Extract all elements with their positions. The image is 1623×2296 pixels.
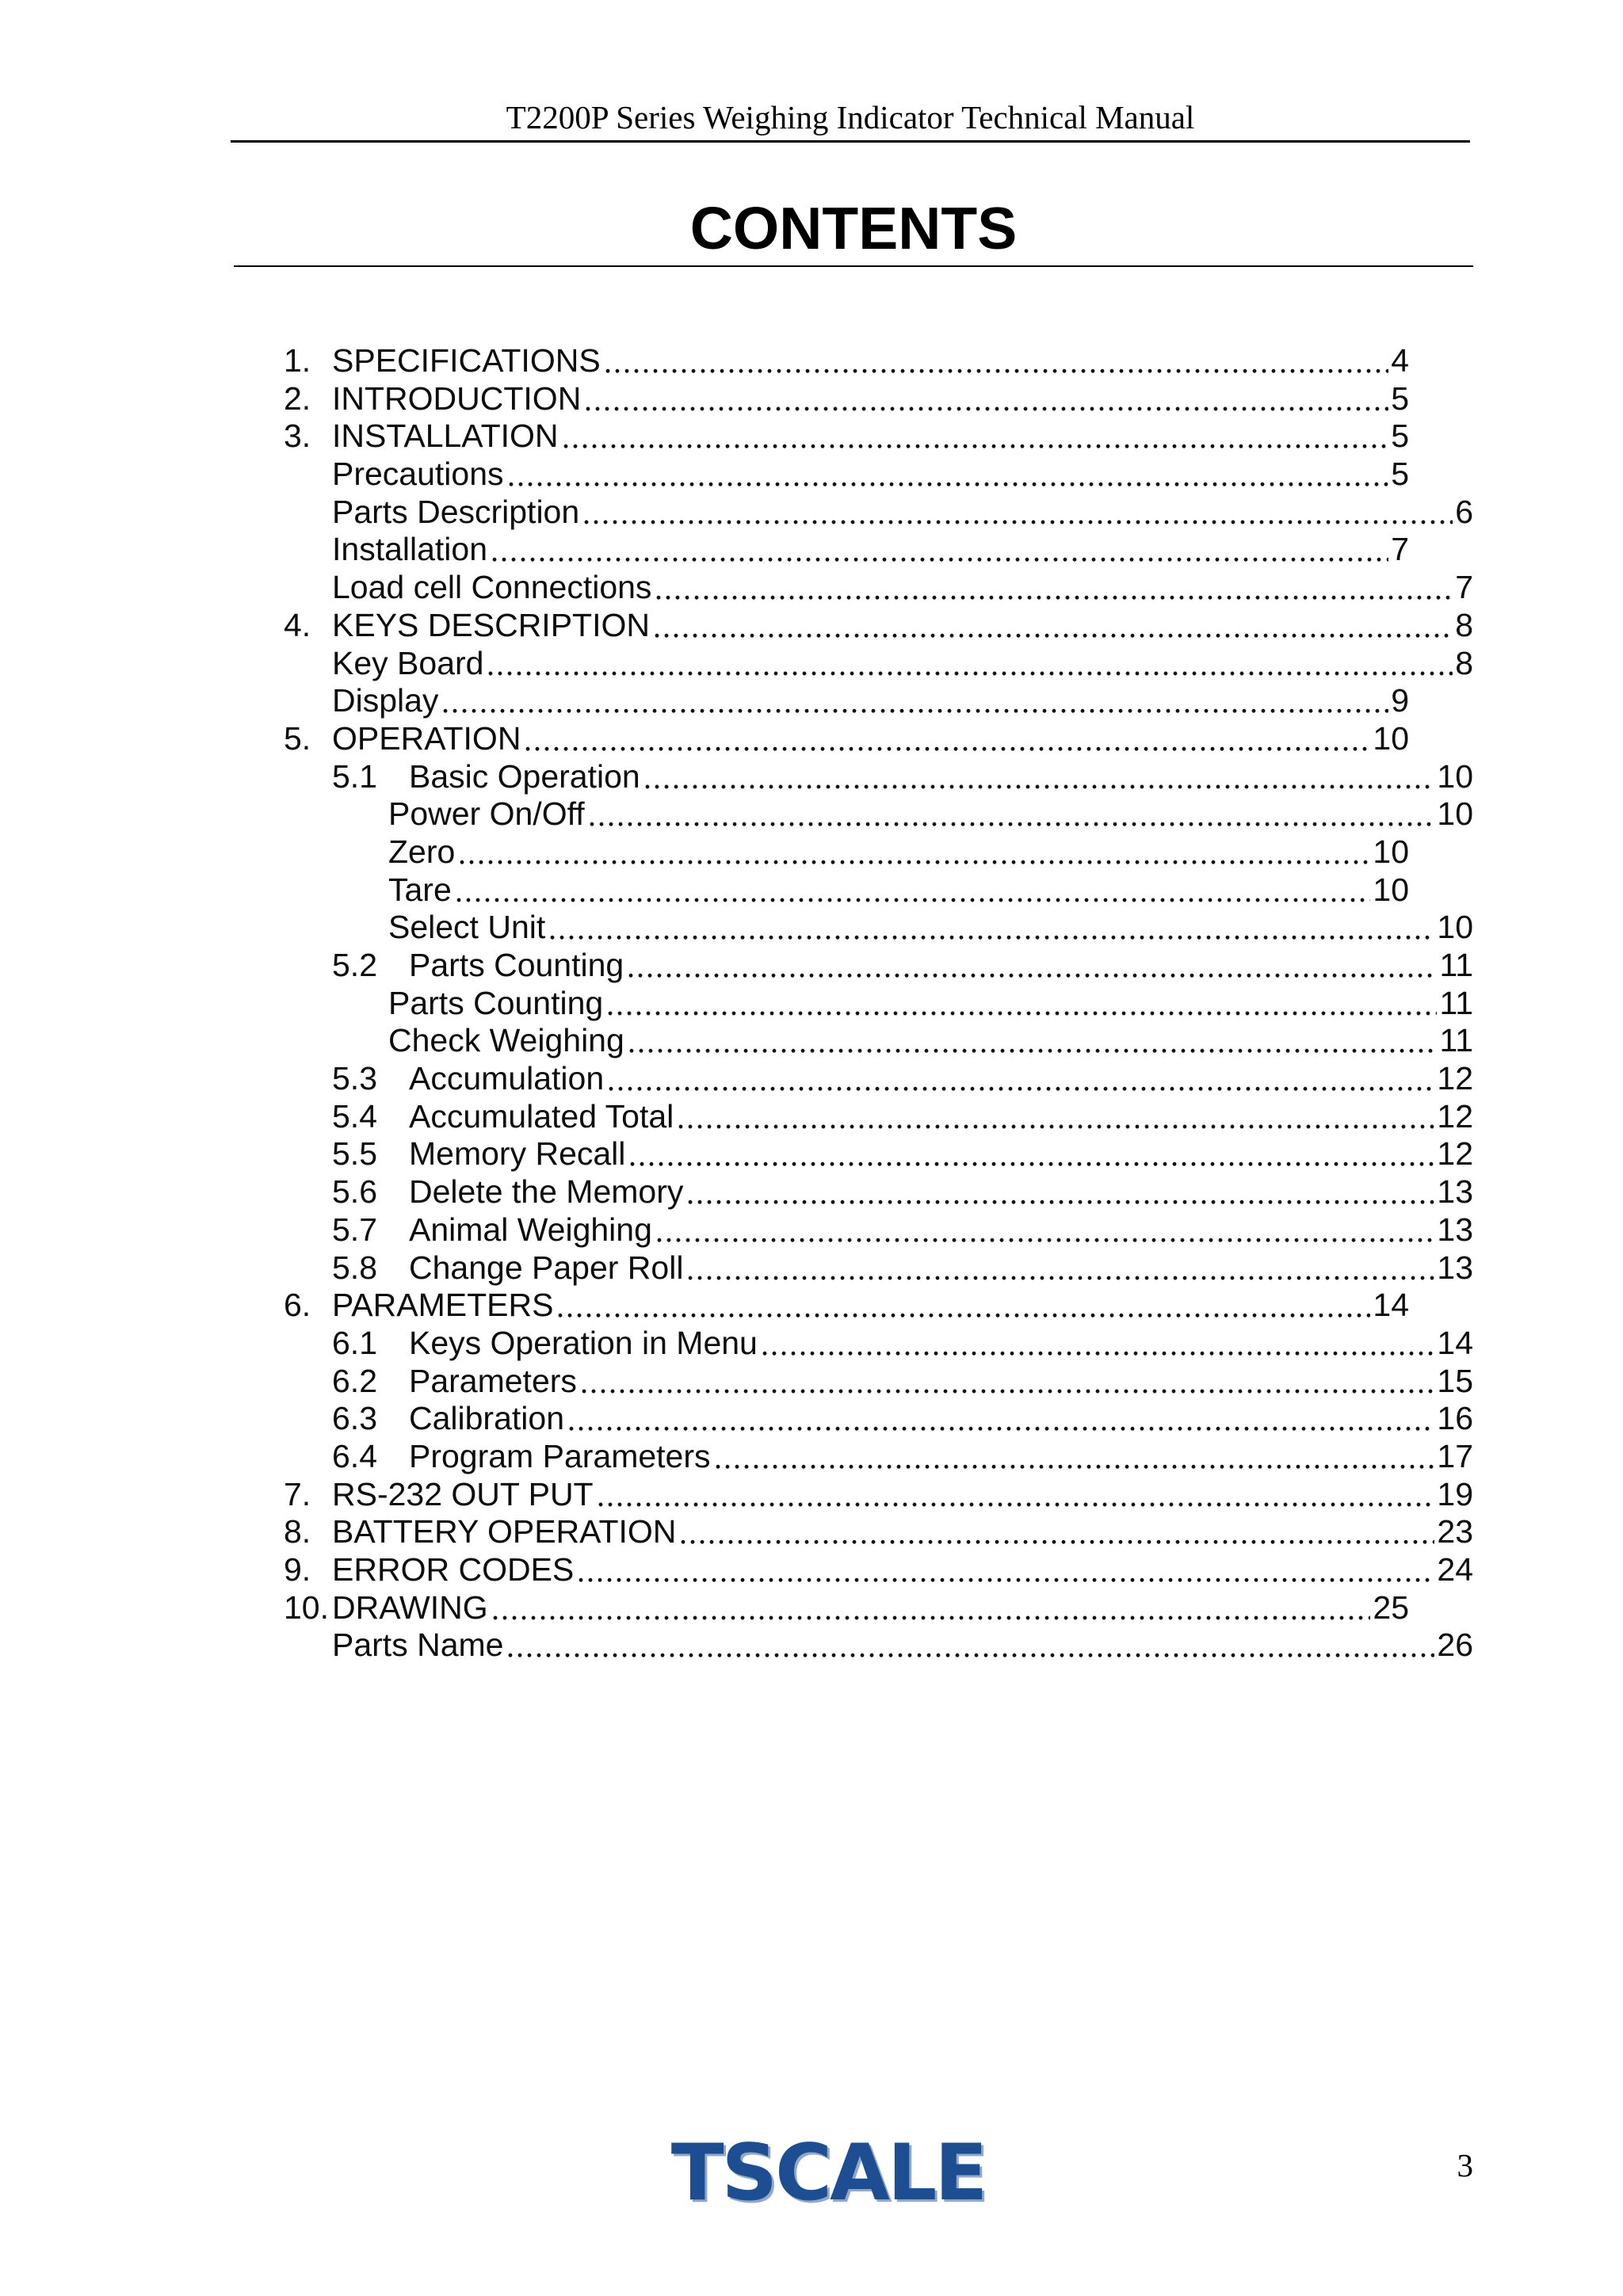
dot-leader bbox=[606, 1060, 1434, 1098]
toc-entry bbox=[388, 833, 1409, 871]
toc-entry-page: 10 bbox=[1437, 909, 1473, 946]
toc-entry-page: 12 bbox=[1437, 1135, 1473, 1173]
dot-leader bbox=[441, 682, 1388, 720]
toc-entry bbox=[284, 1551, 1473, 1589]
dot-leader bbox=[523, 720, 1370, 758]
toc-entry-number: 3. bbox=[284, 418, 311, 455]
toc-entry-page: 12 bbox=[1437, 1097, 1473, 1135]
running-header: T2200P Series Weighing Indicator Technical Manual bbox=[506, 99, 1195, 135]
dot-leader bbox=[491, 1589, 1371, 1627]
dot-leader bbox=[454, 871, 1371, 910]
toc-entry-page: 5 bbox=[1391, 418, 1409, 455]
toc-entry-title: Parts Counting bbox=[388, 984, 604, 1021]
toc-entry-title: Parts Name bbox=[332, 1627, 504, 1664]
toc-entry-page: 25 bbox=[1373, 1589, 1409, 1626]
toc-entry-page: 10 bbox=[1373, 719, 1409, 757]
toc-entry-title: SPECIFICATIONS bbox=[332, 342, 601, 379]
toc-entry-page: 5 bbox=[1391, 379, 1409, 417]
dot-leader bbox=[678, 1513, 1434, 1551]
toc-entry bbox=[332, 1249, 1473, 1287]
toc-entry bbox=[332, 1363, 1473, 1401]
toc-entry-title: Key Board bbox=[332, 644, 484, 681]
toc-entry bbox=[388, 1022, 1473, 1060]
toc-entry-title: Accumulated Total bbox=[409, 1097, 674, 1135]
toc-entry-number: 5.5 bbox=[332, 1135, 377, 1173]
toc-entry-number: 5.1 bbox=[332, 757, 377, 795]
toc-entry-number: 5. bbox=[284, 719, 311, 757]
dot-leader bbox=[486, 645, 1453, 683]
toc-entry-page: 9 bbox=[1391, 682, 1409, 719]
dot-leader bbox=[655, 1211, 1434, 1249]
toc-entry bbox=[388, 909, 1473, 947]
dot-leader bbox=[556, 1287, 1370, 1325]
dot-leader bbox=[506, 456, 1389, 494]
toc-entry bbox=[332, 456, 1409, 494]
toc-entry-page: 14 bbox=[1437, 1324, 1473, 1361]
toc-entry-page: 10 bbox=[1437, 795, 1473, 833]
toc-entry bbox=[332, 531, 1409, 569]
dot-leader bbox=[567, 1400, 1434, 1438]
toc-entry-title: Zero bbox=[388, 833, 456, 870]
toc-entry-title: Accumulation bbox=[409, 1060, 605, 1097]
toc-entry-page: 4 bbox=[1391, 342, 1409, 379]
toc-entry-page: 11 bbox=[1439, 947, 1473, 983]
toc-entry-number: 5.6 bbox=[332, 1173, 377, 1211]
toc-entry-page: 10 bbox=[1373, 871, 1409, 908]
toc-entry-number: 6.3 bbox=[332, 1400, 377, 1437]
toc-entry-title: Installation bbox=[332, 531, 488, 568]
toc-entry-title: Parameters bbox=[409, 1362, 577, 1399]
toc-entry-page: 13 bbox=[1437, 1211, 1473, 1248]
toc-entry-title: Display bbox=[332, 682, 439, 719]
toc-entry-page: 5 bbox=[1391, 456, 1409, 493]
toc-entry bbox=[284, 1287, 1409, 1325]
toc-entry-number: 5.2 bbox=[332, 947, 377, 983]
toc-entry-title: Select Unit bbox=[388, 909, 546, 946]
toc-entry-title: RS-232 OUT PUT bbox=[332, 1475, 594, 1512]
toc-entry-title: Parts Counting bbox=[409, 947, 624, 983]
dot-leader bbox=[587, 795, 1435, 833]
toc-entry-page: 26 bbox=[1437, 1627, 1473, 1664]
page-number: 3 bbox=[1457, 2147, 1473, 2183]
dot-leader bbox=[506, 1627, 1434, 1665]
toc-entry bbox=[332, 1325, 1473, 1363]
toc-entry bbox=[332, 1438, 1473, 1476]
toc-entry-page: 14 bbox=[1373, 1287, 1409, 1324]
dot-leader bbox=[685, 1173, 1434, 1211]
toc-entry-number: 9. bbox=[284, 1551, 311, 1588]
toc-entry-number: 7. bbox=[284, 1475, 311, 1512]
toc-entry bbox=[332, 1098, 1473, 1136]
toc-entry bbox=[284, 720, 1409, 758]
toc-entry-title: INSTALLATION bbox=[332, 418, 559, 455]
dot-leader bbox=[628, 1135, 1434, 1173]
toc-entry-title: Parts Description bbox=[332, 493, 580, 530]
dot-leader bbox=[457, 833, 1370, 871]
toc-entry-number: 1. bbox=[284, 342, 311, 379]
toc-entry bbox=[388, 795, 1473, 833]
toc-entry bbox=[284, 607, 1473, 645]
toc-entry-number: 8. bbox=[284, 1513, 311, 1550]
dot-leader bbox=[548, 909, 1434, 947]
toc-entry bbox=[332, 1135, 1473, 1173]
toc-entry-page: 13 bbox=[1437, 1173, 1473, 1211]
toc-entry bbox=[332, 682, 1409, 720]
toc-entry-title: OPERATION bbox=[332, 719, 521, 757]
toc-entry-number: 5.4 bbox=[332, 1097, 377, 1135]
toc-entry-page: 8 bbox=[1455, 644, 1473, 681]
toc-entry-page: 6 bbox=[1455, 493, 1473, 530]
header-rule bbox=[231, 140, 1470, 143]
toc-entry-number: 6.4 bbox=[332, 1437, 377, 1474]
toc-entry bbox=[284, 1589, 1409, 1627]
toc-entry bbox=[284, 1513, 1473, 1551]
toc-entry bbox=[388, 871, 1409, 910]
toc-entry-page: 17 bbox=[1437, 1437, 1473, 1474]
toc-entry bbox=[332, 1627, 1473, 1665]
toc-entry-number: 6.2 bbox=[332, 1362, 377, 1399]
toc-entry-page: 11 bbox=[1439, 984, 1473, 1021]
toc-entry-title: Delete the Memory bbox=[409, 1173, 684, 1211]
dot-leader bbox=[603, 342, 1389, 380]
dot-leader bbox=[490, 531, 1388, 569]
toc-entry-title: Program Parameters bbox=[409, 1437, 711, 1474]
toc-entry bbox=[388, 985, 1473, 1023]
toc-entry-title: Change Paper Roll bbox=[409, 1249, 684, 1286]
toc-entry-title: DRAWING bbox=[332, 1589, 488, 1626]
table-of-contents bbox=[284, 342, 1473, 1665]
dot-leader bbox=[576, 1551, 1434, 1589]
toc-entry-page: 19 bbox=[1437, 1475, 1473, 1512]
toc-entry bbox=[284, 1476, 1473, 1514]
toc-entry-page: 16 bbox=[1437, 1400, 1473, 1437]
toc-entry-title: Keys Operation in Menu bbox=[409, 1324, 758, 1361]
toc-entry-page: 7 bbox=[1391, 531, 1409, 568]
toc-entry-title: BATTERY OPERATION bbox=[332, 1513, 677, 1550]
dot-leader bbox=[582, 494, 1453, 532]
dot-leader bbox=[583, 380, 1388, 418]
toc-entry-number: 5.3 bbox=[332, 1060, 377, 1097]
dot-leader bbox=[561, 418, 1389, 456]
dot-leader bbox=[605, 985, 1437, 1023]
toc-entry-page: 7 bbox=[1455, 569, 1473, 606]
toc-entry-page: 13 bbox=[1437, 1249, 1473, 1286]
toc-entry-title: Tare bbox=[388, 871, 452, 908]
dot-leader bbox=[626, 947, 1437, 985]
toc-entry-title: Load cell Connections bbox=[332, 569, 652, 606]
toc-entry bbox=[284, 418, 1409, 456]
toc-entry-title: Animal Weighing bbox=[409, 1211, 652, 1248]
toc-entry-title: Memory Recall bbox=[409, 1135, 626, 1173]
page-title: CONTENTS bbox=[689, 195, 1018, 261]
toc-entry-number: 5.8 bbox=[332, 1249, 377, 1286]
toc-entry-page: 23 bbox=[1437, 1513, 1473, 1550]
dot-leader bbox=[579, 1363, 1434, 1401]
dot-leader bbox=[713, 1438, 1435, 1476]
toc-entry bbox=[284, 342, 1409, 380]
toc-entry bbox=[332, 758, 1473, 796]
brand-logo: TSCALE bbox=[670, 2128, 986, 2218]
toc-entry-number: 6.1 bbox=[332, 1324, 377, 1361]
toc-entry-title: Check Weighing bbox=[388, 1022, 624, 1059]
dot-leader bbox=[760, 1325, 1435, 1363]
toc-entry bbox=[332, 569, 1473, 607]
toc-entry bbox=[332, 1400, 1473, 1438]
toc-entry bbox=[332, 1173, 1473, 1211]
title-rule bbox=[234, 265, 1473, 267]
toc-entry-page: 24 bbox=[1437, 1551, 1473, 1588]
toc-entry-number: 5.7 bbox=[332, 1211, 377, 1248]
toc-entry-title: Basic Operation bbox=[409, 757, 640, 795]
toc-entry-number: 4. bbox=[284, 606, 311, 643]
toc-entry-title: INTRODUCTION bbox=[332, 379, 582, 417]
toc-entry-title: KEYS DESCRIPTION bbox=[332, 606, 650, 643]
toc-entry-page: 8 bbox=[1455, 606, 1473, 643]
dot-leader bbox=[654, 569, 1453, 607]
toc-entry-page: 11 bbox=[1439, 1022, 1473, 1059]
toc-entry-title: ERROR CODES bbox=[332, 1551, 575, 1588]
toc-entry-page: 15 bbox=[1437, 1362, 1473, 1399]
toc-entry-title: Calibration bbox=[409, 1400, 564, 1437]
toc-entry bbox=[332, 494, 1473, 532]
dot-leader bbox=[652, 607, 1453, 645]
dot-leader bbox=[676, 1098, 1434, 1136]
toc-entry-title: Precautions bbox=[332, 456, 504, 493]
toc-entry-title: PARAMETERS bbox=[332, 1287, 554, 1324]
dot-leader bbox=[643, 758, 1435, 796]
toc-entry bbox=[332, 1060, 1473, 1098]
toc-entry bbox=[284, 380, 1409, 418]
toc-entry-number: 6. bbox=[284, 1287, 311, 1324]
dot-leader bbox=[685, 1249, 1434, 1287]
toc-entry-page: 12 bbox=[1437, 1060, 1473, 1097]
toc-entry bbox=[332, 947, 1473, 985]
toc-entry-page: 10 bbox=[1437, 757, 1473, 795]
toc-entry-title: Power On/Off bbox=[388, 795, 585, 833]
toc-entry-page: 10 bbox=[1373, 833, 1409, 870]
dot-leader bbox=[596, 1476, 1435, 1514]
toc-entry-number: 2. bbox=[284, 379, 311, 417]
dot-leader bbox=[627, 1022, 1438, 1060]
toc-entry-number: 10. bbox=[284, 1589, 329, 1626]
toc-entry bbox=[332, 645, 1473, 683]
toc-entry bbox=[332, 1211, 1473, 1249]
